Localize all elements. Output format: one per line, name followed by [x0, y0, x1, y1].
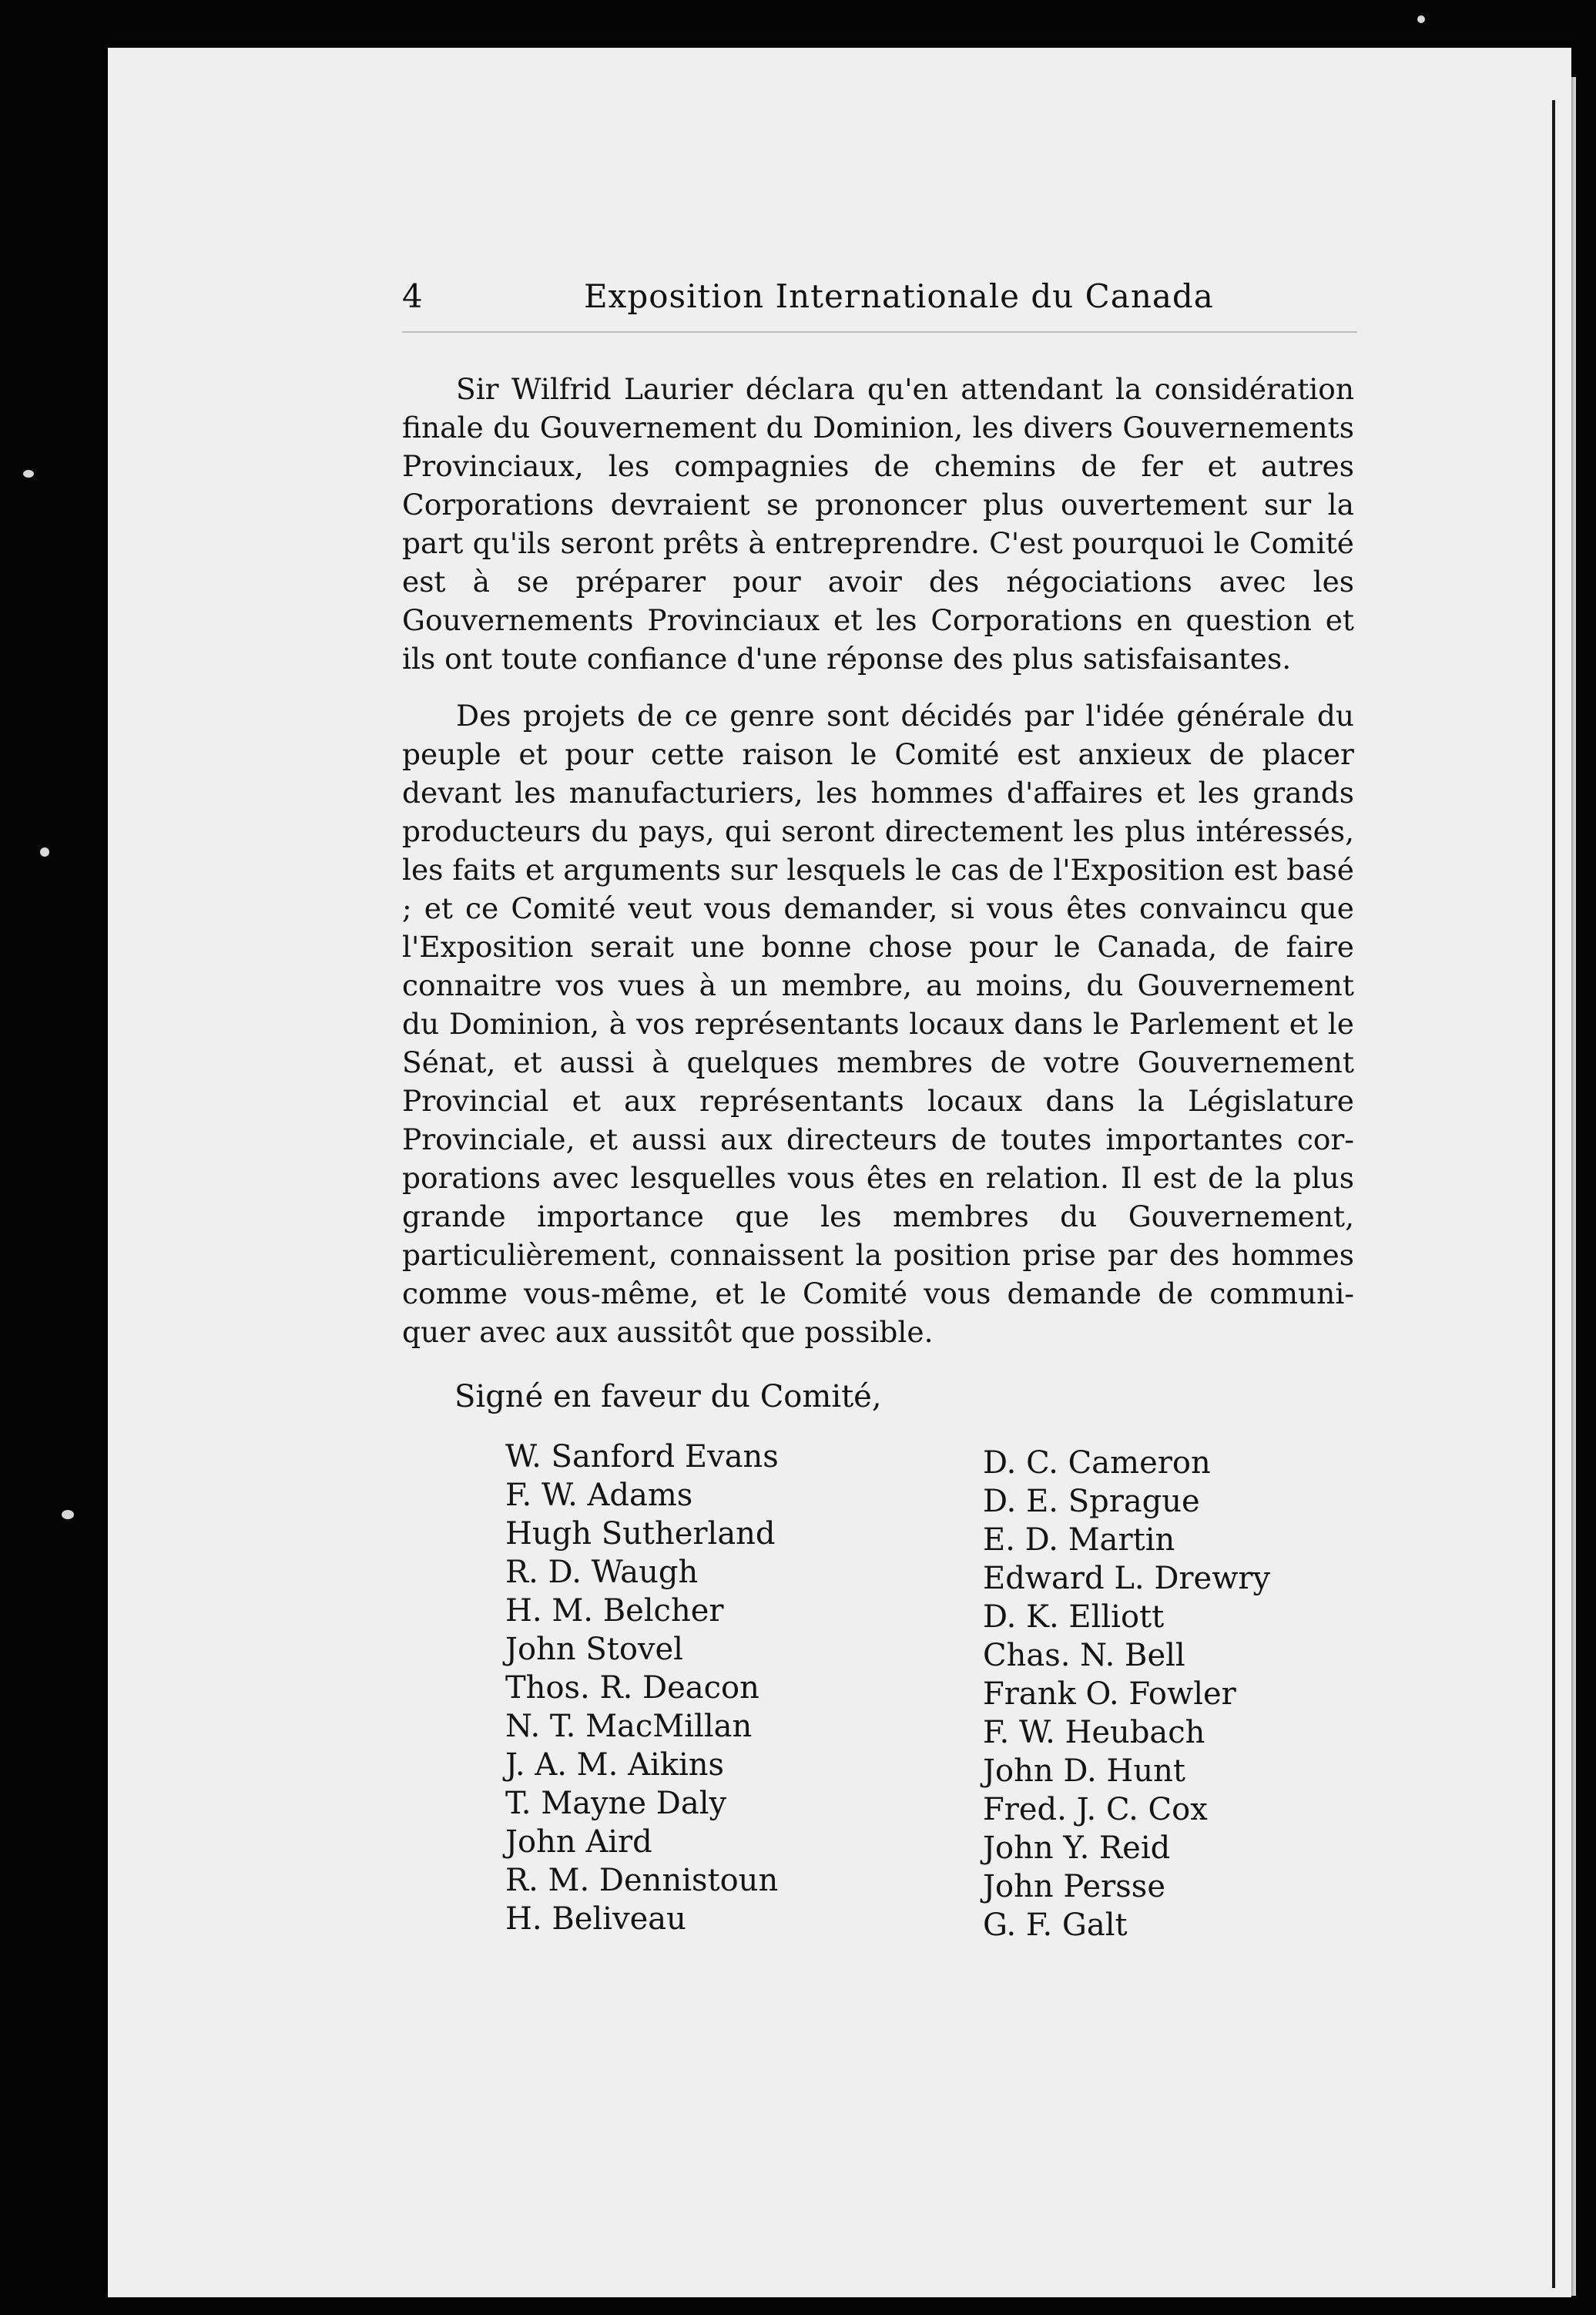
body-text	[402, 370, 1354, 1370]
signatory-name: H. Beliveau	[505, 1901, 686, 1937]
signatory-name: R. M. Dennistoun	[505, 1863, 779, 1898]
signatory-name: H. M. Belcher	[505, 1593, 724, 1629]
paragraph-2: Des projets de ce genre sont décidés par l'idée générale du peuple et pour cette raison le Comité est anxieux de placer devant les manufacturiers, les hommes d'affaires et les grands producteurs du pays, qui seront directement les plus intéressés, les faits et arguments sur lesquels le cas de l'Exposition est basé ; et ce Comité veut vous demander, si vous êtes convaincu que l'Exposition serait une bonne chose pour le Canada, de faire connaitre vos vues à un membre, au moins, du Gouvernement du Dominion, à vos représentants locaux dans le Parlement et le Sénat, et aussi à quelques membres de votre Gouvernement Provincial et aux représentants locaux dans la Législature Provinciale, et aussi aux directeurs de toutes importantes corporations avec lesquelles vous êtes en relation. Il est de la plus grande importance que les membres du Gouvernement, particulièrement, connaissent la position prise par des hommes comme vous-même, et le Comité vous demande de communiquer avec aux aussitôt que possible.	[402, 699, 1354, 1349]
signatory-name: D. K. Elliott	[983, 1599, 1165, 1635]
binding-shadow	[1552, 100, 1555, 2288]
signatory-name: Frank O. Fowler	[983, 1676, 1236, 1712]
header-rule	[402, 331, 1357, 333]
signatory-name: F. W. Adams	[505, 1478, 693, 1513]
paragraph-1: Sir Wilfrid Laurier déclara qu'en attendant la considération finale du Gouvernement du Dominion, les divers Gouvernements Provinciaux, les compagnies de chemins de fer et autres Corporations devraient se prononcer plus ouvertement sur la part qu'ils seront prêts à entreprendre. C'est pourquoi le Comité est à se préparer pour avoir des négociations avec les Gouvernements Provinciaux et les Corporations en question et ils ont toute confiance d'une réponse des plus satisfaisantes.	[402, 372, 1354, 676]
signatories-right-column	[983, 1444, 1270, 1944]
scan-speck	[40, 847, 49, 857]
signatory-name: Hugh Sutherland	[505, 1516, 776, 1552]
signatory-name: John Persse	[983, 1869, 1165, 1904]
signatory-name: D. E. Sprague	[983, 1484, 1200, 1519]
scan-speck	[1417, 15, 1425, 23]
signatory-name: W. Sanford Evans	[505, 1439, 779, 1475]
signatory-name: John Y. Reid	[983, 1830, 1171, 1866]
running-title: Exposition Internationale du Canada	[584, 277, 1214, 315]
signatory-name: Thos. R. Deacon	[505, 1670, 759, 1706]
scan-speck	[23, 470, 34, 478]
page-header	[402, 277, 1357, 331]
page-number: 4	[402, 277, 424, 315]
signatories-left-column	[505, 1438, 779, 1938]
signatory-name: R. D. Waugh	[505, 1555, 699, 1590]
signatory-name: John Aird	[505, 1824, 652, 1860]
signatory-name: G. F. Galt	[983, 1907, 1128, 1943]
signatory-name: N. T. MacMillan	[505, 1709, 753, 1744]
signatory-name: John Stovel	[505, 1632, 683, 1667]
signatory-name: F. W. Heubach	[983, 1715, 1205, 1750]
signatory-name: John D. Hunt	[983, 1753, 1185, 1789]
signatory-name: Edward L. Drewry	[983, 1561, 1271, 1596]
signatory-name: D. C. Cameron	[983, 1445, 1211, 1481]
signatory-name: E. D. Martin	[983, 1522, 1175, 1558]
signatory-name: T. Mayne Daly	[505, 1786, 727, 1821]
signatory-name: J. A. M. Aikins	[505, 1747, 725, 1783]
signed-line: Signé en faveur du Comité,	[454, 1379, 882, 1414]
signatory-name: Fred. J. C. Cox	[983, 1792, 1208, 1827]
signatory-name: Chas. N. Bell	[983, 1638, 1185, 1673]
scan-speck	[62, 1510, 74, 1519]
